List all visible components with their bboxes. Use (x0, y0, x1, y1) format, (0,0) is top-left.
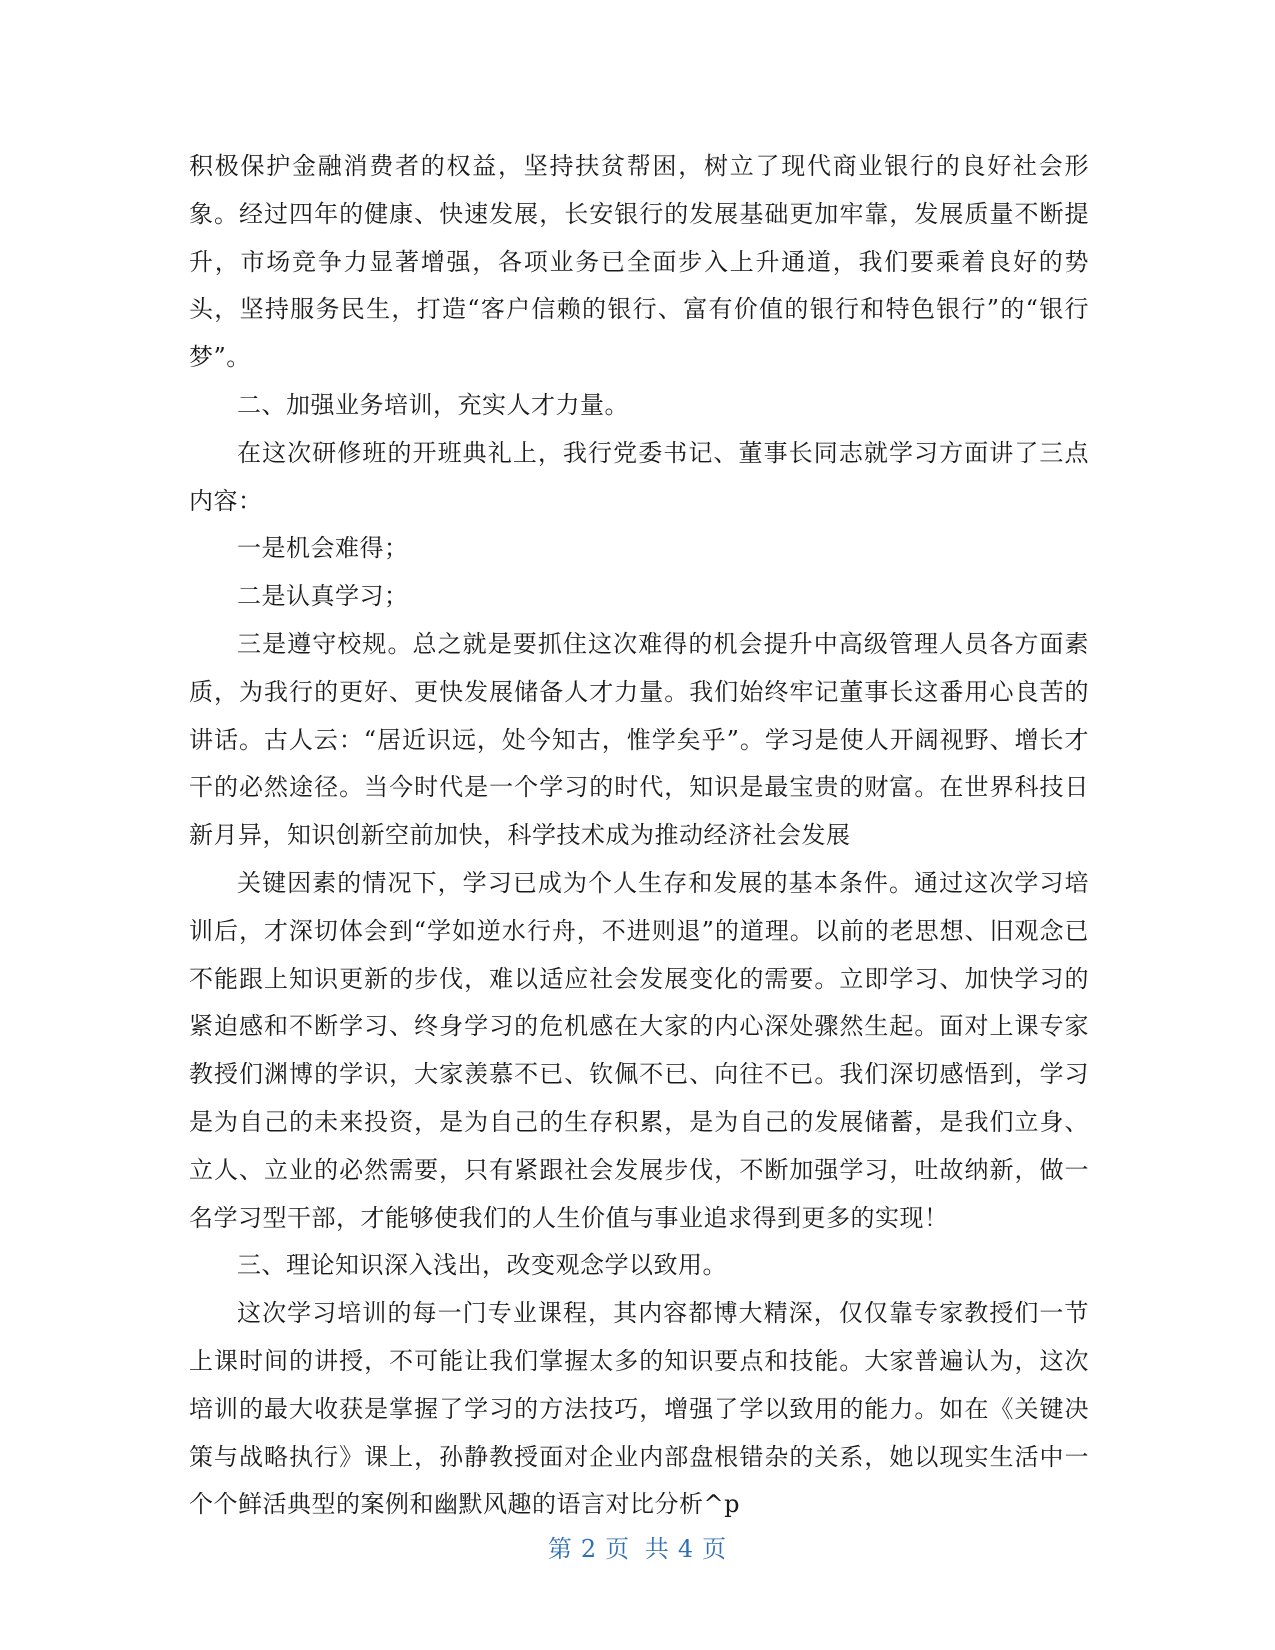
paragraph-learning: 关键因素的情况下，学习已成为个人生存和发展的基本条件。通过这次学习培训后，才深切体会到“学如逆水行舟，不进则退”的道理。以前的老思想、旧观念已不能跟上知识更新的步伐，难以适应社会发展变化的需要。立即学习、加快学习的紧迫感和不断学习、终身学习的危机感在大家的内心深处骤然生起。面对上课专家教授们渊博的学识，大家羡慕不已、钦佩不已、向往不已。我们深切感悟到，学习是为自己的未来投资，是为自己的生存积累，是为自己的发展储蓄，是我们立身、立人、立业的必然需要，只有紧跟社会发展步伐，不断加强学习，吐故纳新，做一名学习型干部，才能够使我们的人生价值与事业追求得到更多的实现！ (189, 868, 1089, 1232)
paragraph-continuation: 积极保护金融消费者的权益，坚持扶贫帮困，树立了现代商业银行的良好社会形象。经过四年的健康、快速发展，长安银行的发展基础更加牢靠，发展质量不断提升，市场竞争力显著增强，各项业务已全面步入上升通道，我们要乘着良好的势头，坚持服务民生，打造“客户信赖的银行、富有价值的银行和特色银行”的“银行梦”。 (189, 152, 1089, 372)
document-body (189, 143, 1089, 1529)
paragraph-opening-ceremony: 在这次研修班的开班典礼上，我行党委书记、董事长同志就学习方面讲了三点内容： (189, 438, 1089, 515)
footer-middle: 页 共 (605, 1535, 670, 1563)
page-footer (0, 1533, 1275, 1565)
list-item-one: 一是机会难得； (237, 534, 409, 563)
list-item-two: 二是认真学习； (237, 582, 409, 611)
section-heading-three: 三、理论知识深入浅出，改变观念学以致用。 (237, 1251, 727, 1280)
section-heading-two: 二、加强业务培训，充实人才力量。 (237, 390, 629, 419)
footer-suffix: 页 (702, 1535, 728, 1563)
footer-prefix: 第 (547, 1535, 573, 1563)
paragraph-courses: 这次学习培训的每一门专业课程，其内容都博大精深，仅仅靠专家教授们一节上课时间的讲授，不可能让我们掌握太多的知识要点和技能。大家普遍认为，这次培训的最大收获是掌握了学习的方法技巧，增强了学以致用的能力。如在《关键决策与战略执行》课上，孙静教授面对企业内部盘根错杂的关系，她以现实生活中一个个鲜活典型的案例和幽默风趣的语言对比分析^p (189, 1299, 1089, 1519)
footer-total-pages: 4 (677, 1535, 695, 1563)
footer-current-page: 2 (580, 1535, 598, 1563)
list-item-three: 三是遵守校规。总之就是要抓住这次难得的机会提升中高级管理人员各方面素质，为我行的更好、更快发展储备人才力量。我们始终牢记董事长这番用心良苦的讲话。古人云：“居近识远，处今知古，惟学矣乎”。学习是使人开阔视野、增长才干的必然途径。当今时代是一个学习的时代，知识是最宝贵的财富。在世界科技日新月异，知识创新空前加快，科学技术成为推动经济社会发展 (189, 629, 1089, 850)
